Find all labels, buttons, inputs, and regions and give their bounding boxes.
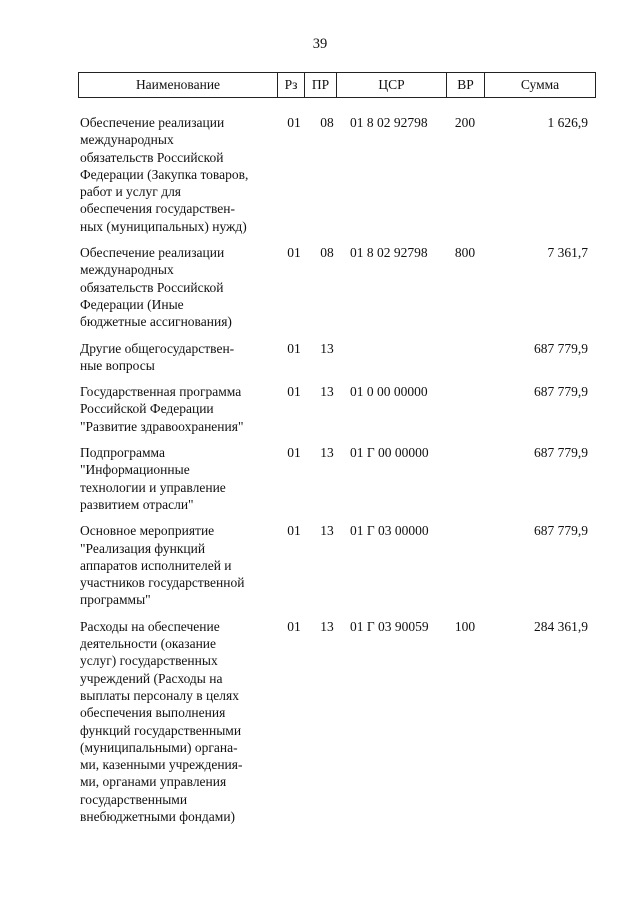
row-vr	[446, 444, 484, 513]
table-row	[80, 522, 596, 608]
header-name: Наименование	[79, 73, 278, 97]
row-csr: 01 Г 03 00000	[350, 523, 429, 539]
row-vr: 800	[454, 245, 476, 261]
row-csr: 01 8 02 92798	[350, 245, 428, 261]
row-sum: 1 626,9	[547, 115, 588, 130]
row-pr: 08	[320, 245, 334, 261]
header-pr: ПР	[305, 73, 337, 97]
row-name: Обеспечение реализации международных обязательств Российской Федерации (Закупка товаров, работ и услуг для обеспечения государствен- ных (муниципальных) нужд)	[80, 115, 249, 234]
row-sum: 687 779,9	[534, 340, 588, 356]
row-sum: 284 361,9	[534, 618, 588, 634]
row-rz: 01	[287, 618, 301, 634]
table-row	[80, 444, 596, 513]
row-name: Другие общегосударствен- ные вопросы	[80, 340, 235, 373]
page-number: 39	[312, 36, 328, 52]
row-name: Подпрограмма "Информационные технологии и управление развитием отрасли"	[80, 445, 226, 512]
row-pr: 13	[320, 384, 334, 400]
row-pr: 13	[320, 523, 334, 539]
row-sum: 7 361,7	[547, 245, 588, 261]
row-rz: 01	[287, 445, 301, 461]
row-vr	[446, 522, 484, 608]
table-header	[78, 72, 596, 98]
table-row	[80, 383, 596, 435]
table-row	[80, 618, 596, 826]
row-name: Основное мероприятие "Реализация функций аппаратов исполнителей и участников государственной программы"	[80, 523, 245, 608]
row-csr: 01 8 02 92798	[350, 115, 428, 130]
row-csr: 01 0 00 00000	[350, 384, 428, 400]
row-name: Государственная программа Российской Федерации "Развитие здравоохранения"	[80, 384, 244, 434]
header-vr: ВР	[447, 73, 485, 97]
row-vr: 200	[454, 115, 476, 130]
row-pr: 08	[320, 115, 334, 130]
row-sum: 687 779,9	[534, 445, 588, 461]
row-pr: 13	[320, 618, 334, 634]
row-csr	[342, 340, 446, 375]
row-rz: 01	[287, 245, 301, 261]
row-vr	[446, 383, 484, 435]
row-sum: 687 779,9	[534, 523, 588, 539]
table-row	[80, 114, 596, 235]
row-sum: 687 779,9	[534, 384, 588, 400]
row-name: Расходы на обеспечение деятельности (оказание услуг) государственных учреждений (Расходы на выплаты персоналу в целях обеспечения выполнения функций государственными (муниципальными) органа- ми, казенными учреждения- ми, органами управления государственными внебюджетными фондами)	[80, 618, 243, 824]
row-rz: 01	[287, 384, 301, 400]
row-vr: 100	[454, 618, 476, 634]
table-row	[80, 244, 596, 330]
row-csr: 01 Г 03 90059	[350, 618, 429, 634]
row-name: Обеспечение реализации международных обязательств Российской Федерации (Иные бюджетные ассигнования)	[80, 245, 232, 330]
row-pr: 13	[320, 340, 334, 356]
header-csr: ЦСР	[337, 73, 447, 97]
table-row	[80, 340, 596, 375]
header-sum: Сумма	[520, 77, 560, 92]
row-rz: 01	[287, 115, 301, 130]
row-rz: 01	[287, 523, 301, 539]
table-body	[80, 114, 596, 834]
row-rz: 01	[287, 340, 301, 356]
row-pr: 13	[320, 445, 334, 461]
header-rz: Рз	[278, 73, 305, 97]
row-csr: 01 Г 00 00000	[350, 445, 429, 461]
row-vr	[446, 340, 484, 375]
